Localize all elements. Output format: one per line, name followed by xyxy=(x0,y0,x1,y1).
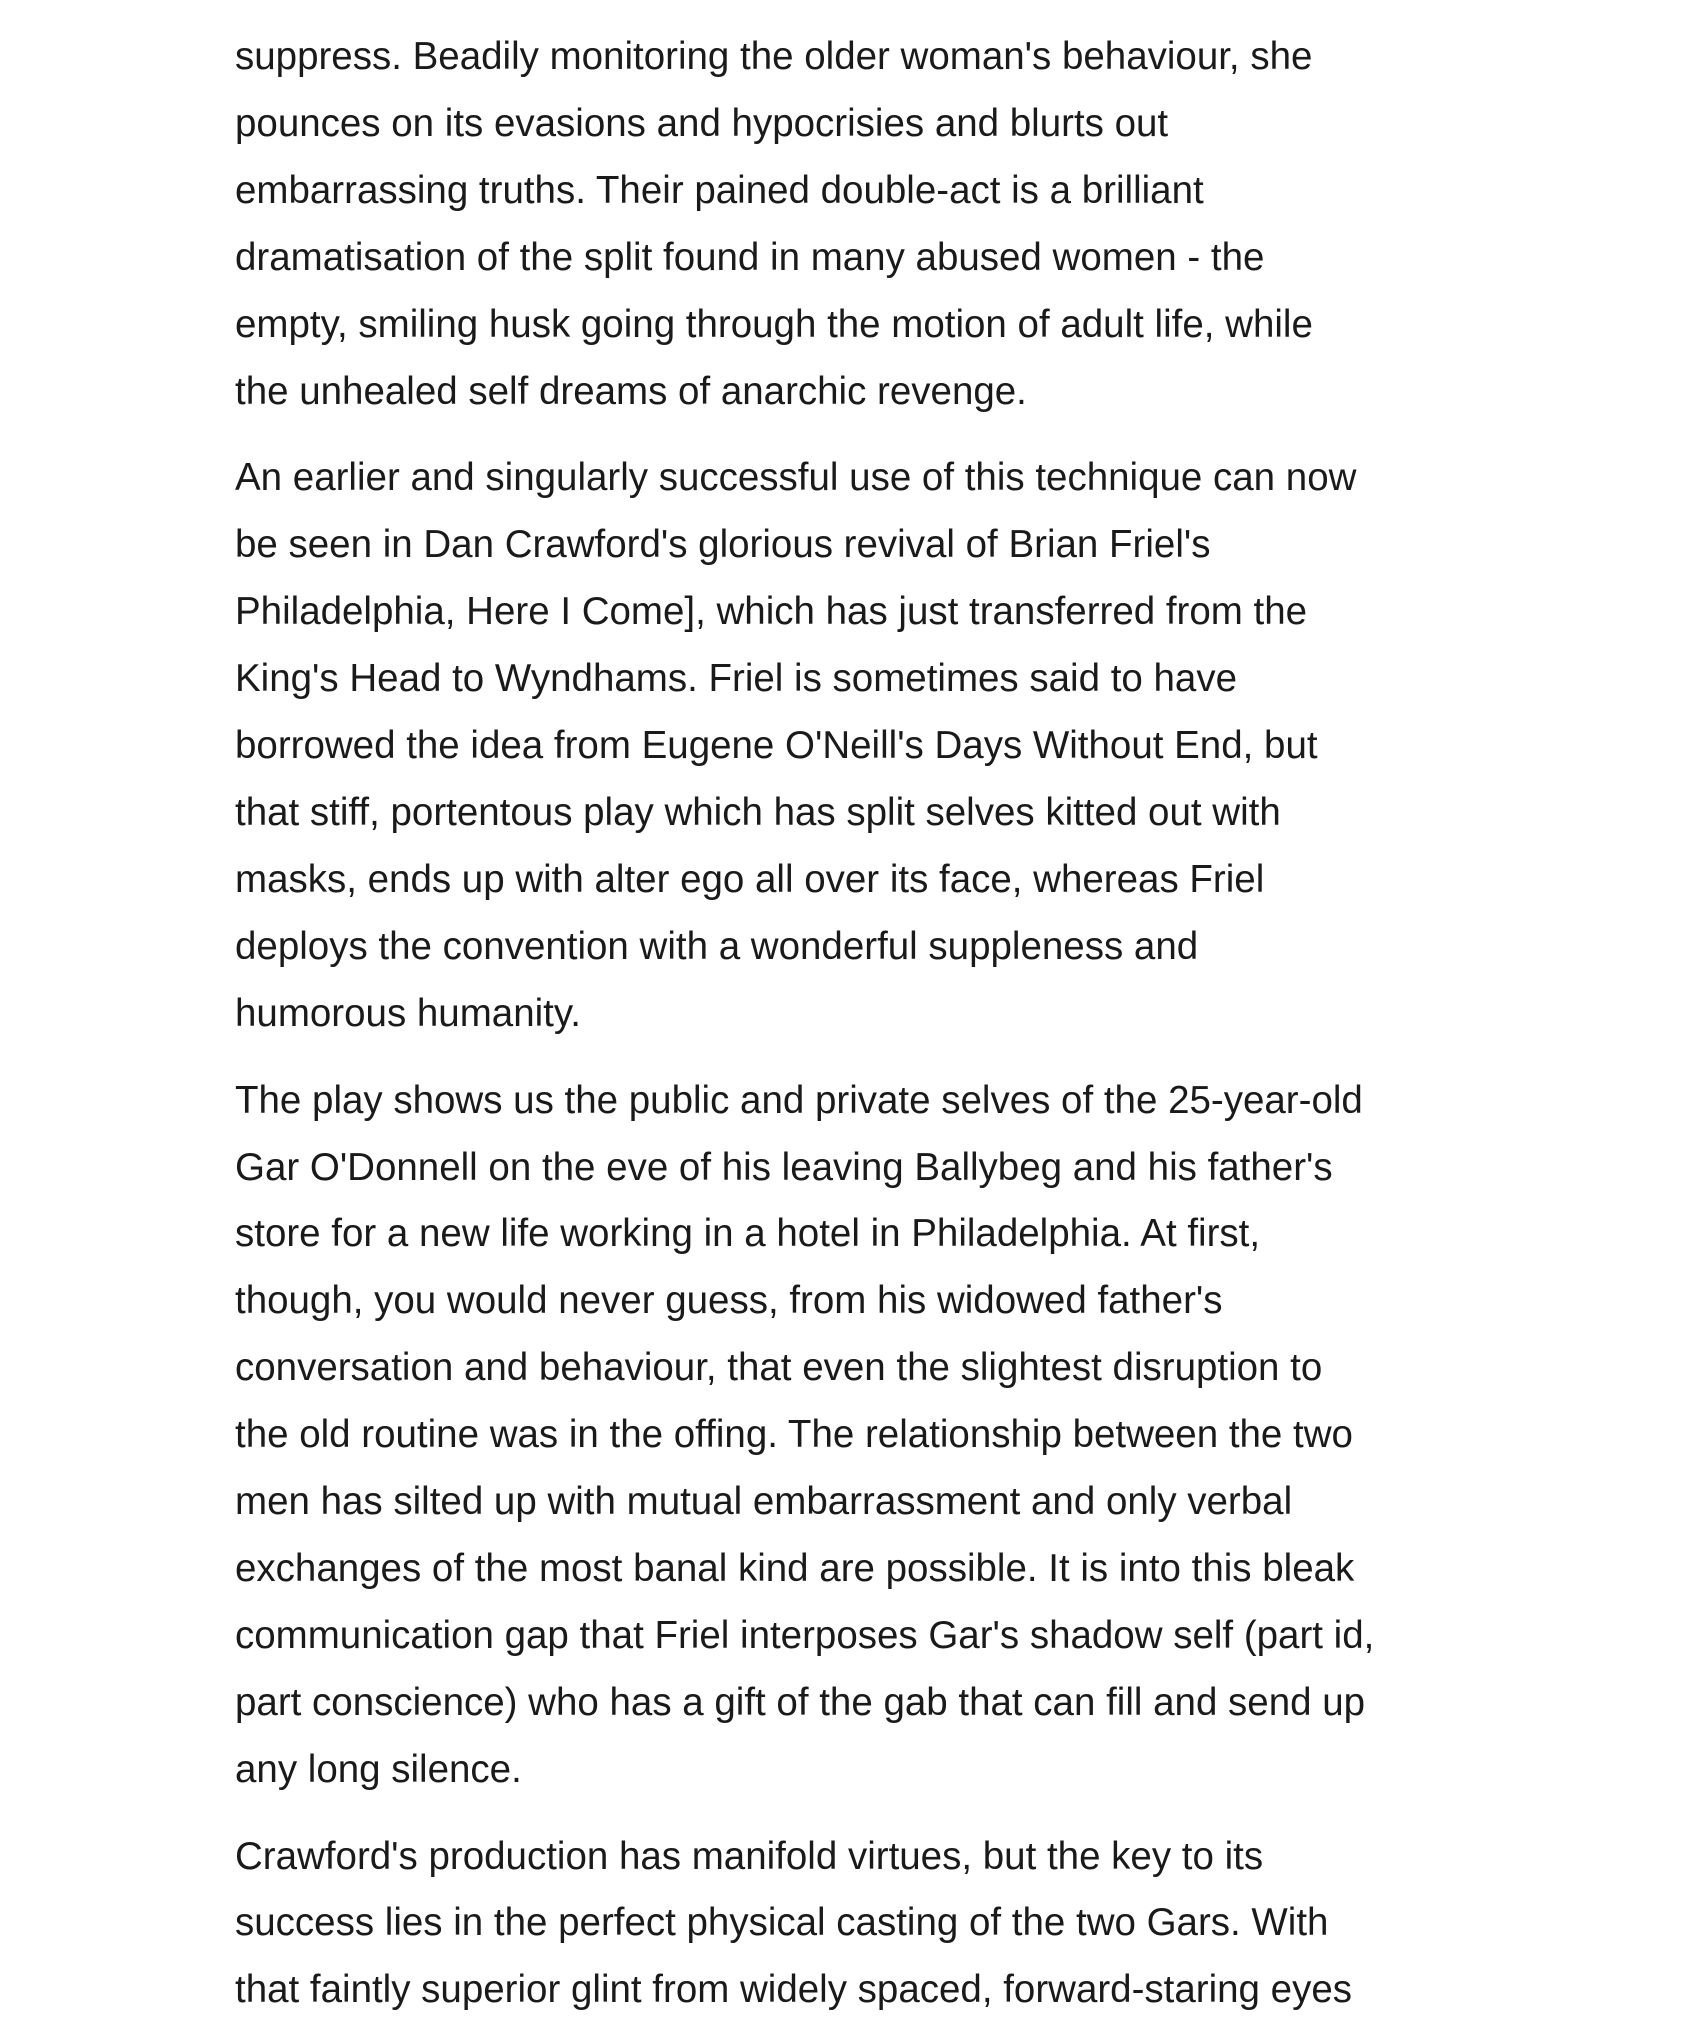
paragraph-2 xyxy=(235,445,1505,1047)
text-line: empty, smiling husk going through the motion of adult life, while xyxy=(235,302,1313,346)
article-body xyxy=(235,24,1505,2044)
text-line: masks, ends up with alter ego all over its face, whereas Friel xyxy=(235,857,1265,901)
text-line: communication gap that Friel interposes Gar's shadow self (part id, xyxy=(235,1613,1375,1657)
text-line: suppress. Beadily monitoring the older woman's behaviour, she xyxy=(235,35,1313,78)
text-line: embarrassing truths. Their pained double-act is a brilliant xyxy=(235,168,1204,212)
text-line: the unhealed self dreams of anarchic revenge. xyxy=(235,369,1027,413)
text-line: though, you would never guess, from his widowed father's xyxy=(235,1279,1223,1323)
text-line: that stiff, portentous play which has split selves kitted out with xyxy=(235,790,1281,834)
text-line: Philadelphia, Here I Come], which has just transferred from the xyxy=(235,590,1308,634)
text-line: borrowed the idea from Eugene O'Neill's Days Without End, but xyxy=(235,724,1318,768)
text-line: any long silence. xyxy=(235,1747,522,1791)
text-line: deploys the convention with a wonderful suppleness and xyxy=(235,924,1199,968)
paragraph-3 xyxy=(235,1068,1505,1804)
text-line: exchanges of the most banal kind are possible. It is into this bleak xyxy=(235,1546,1355,1590)
text-line: be seen in Dan Crawford's glorious revival of Brian Friel's xyxy=(235,523,1211,567)
text-line: The play shows us the public and private selves of the 25-year-old xyxy=(235,1078,1363,1122)
text-line: success lies in the perfect physical casting of the two Gars. With xyxy=(235,1901,1329,1945)
text-line: pounces on its evasions and hypocrisies and blurts out xyxy=(235,101,1169,145)
paragraph-1 xyxy=(235,24,1505,425)
text-line: Crawford's production has manifold virtues, but the key to its xyxy=(235,1834,1264,1878)
text-line: that faintly superior glint from widely spaced, forward-staring eyes xyxy=(235,1968,1352,2012)
text-line: An earlier and singularly successful use of this technique can now xyxy=(235,456,1357,500)
text-line: King's Head to Wyndhams. Friel is sometimes said to have xyxy=(235,657,1237,701)
text-line: dramatisation of the split found in many abused women - the xyxy=(235,235,1265,279)
text-line: store for a new life working in a hotel in Philadelphia. At first, xyxy=(235,1212,1261,1256)
text-line: Gar O'Donnell on the eve of his leaving Ballybeg and his father's xyxy=(235,1145,1333,1189)
text-line: part conscience) who has a gift of the gab that can fill and send up xyxy=(235,1680,1366,1724)
text-line: conversation and behaviour, that even the slightest disruption to xyxy=(235,1346,1323,1390)
text-line: the old routine was in the offing. The relationship between the two xyxy=(235,1413,1353,1457)
paragraph-4 xyxy=(235,1824,1505,2025)
text-line: men has silted up with mutual embarrassment and only verbal xyxy=(235,1480,1293,1524)
text-line: humorous humanity. xyxy=(235,991,581,1035)
